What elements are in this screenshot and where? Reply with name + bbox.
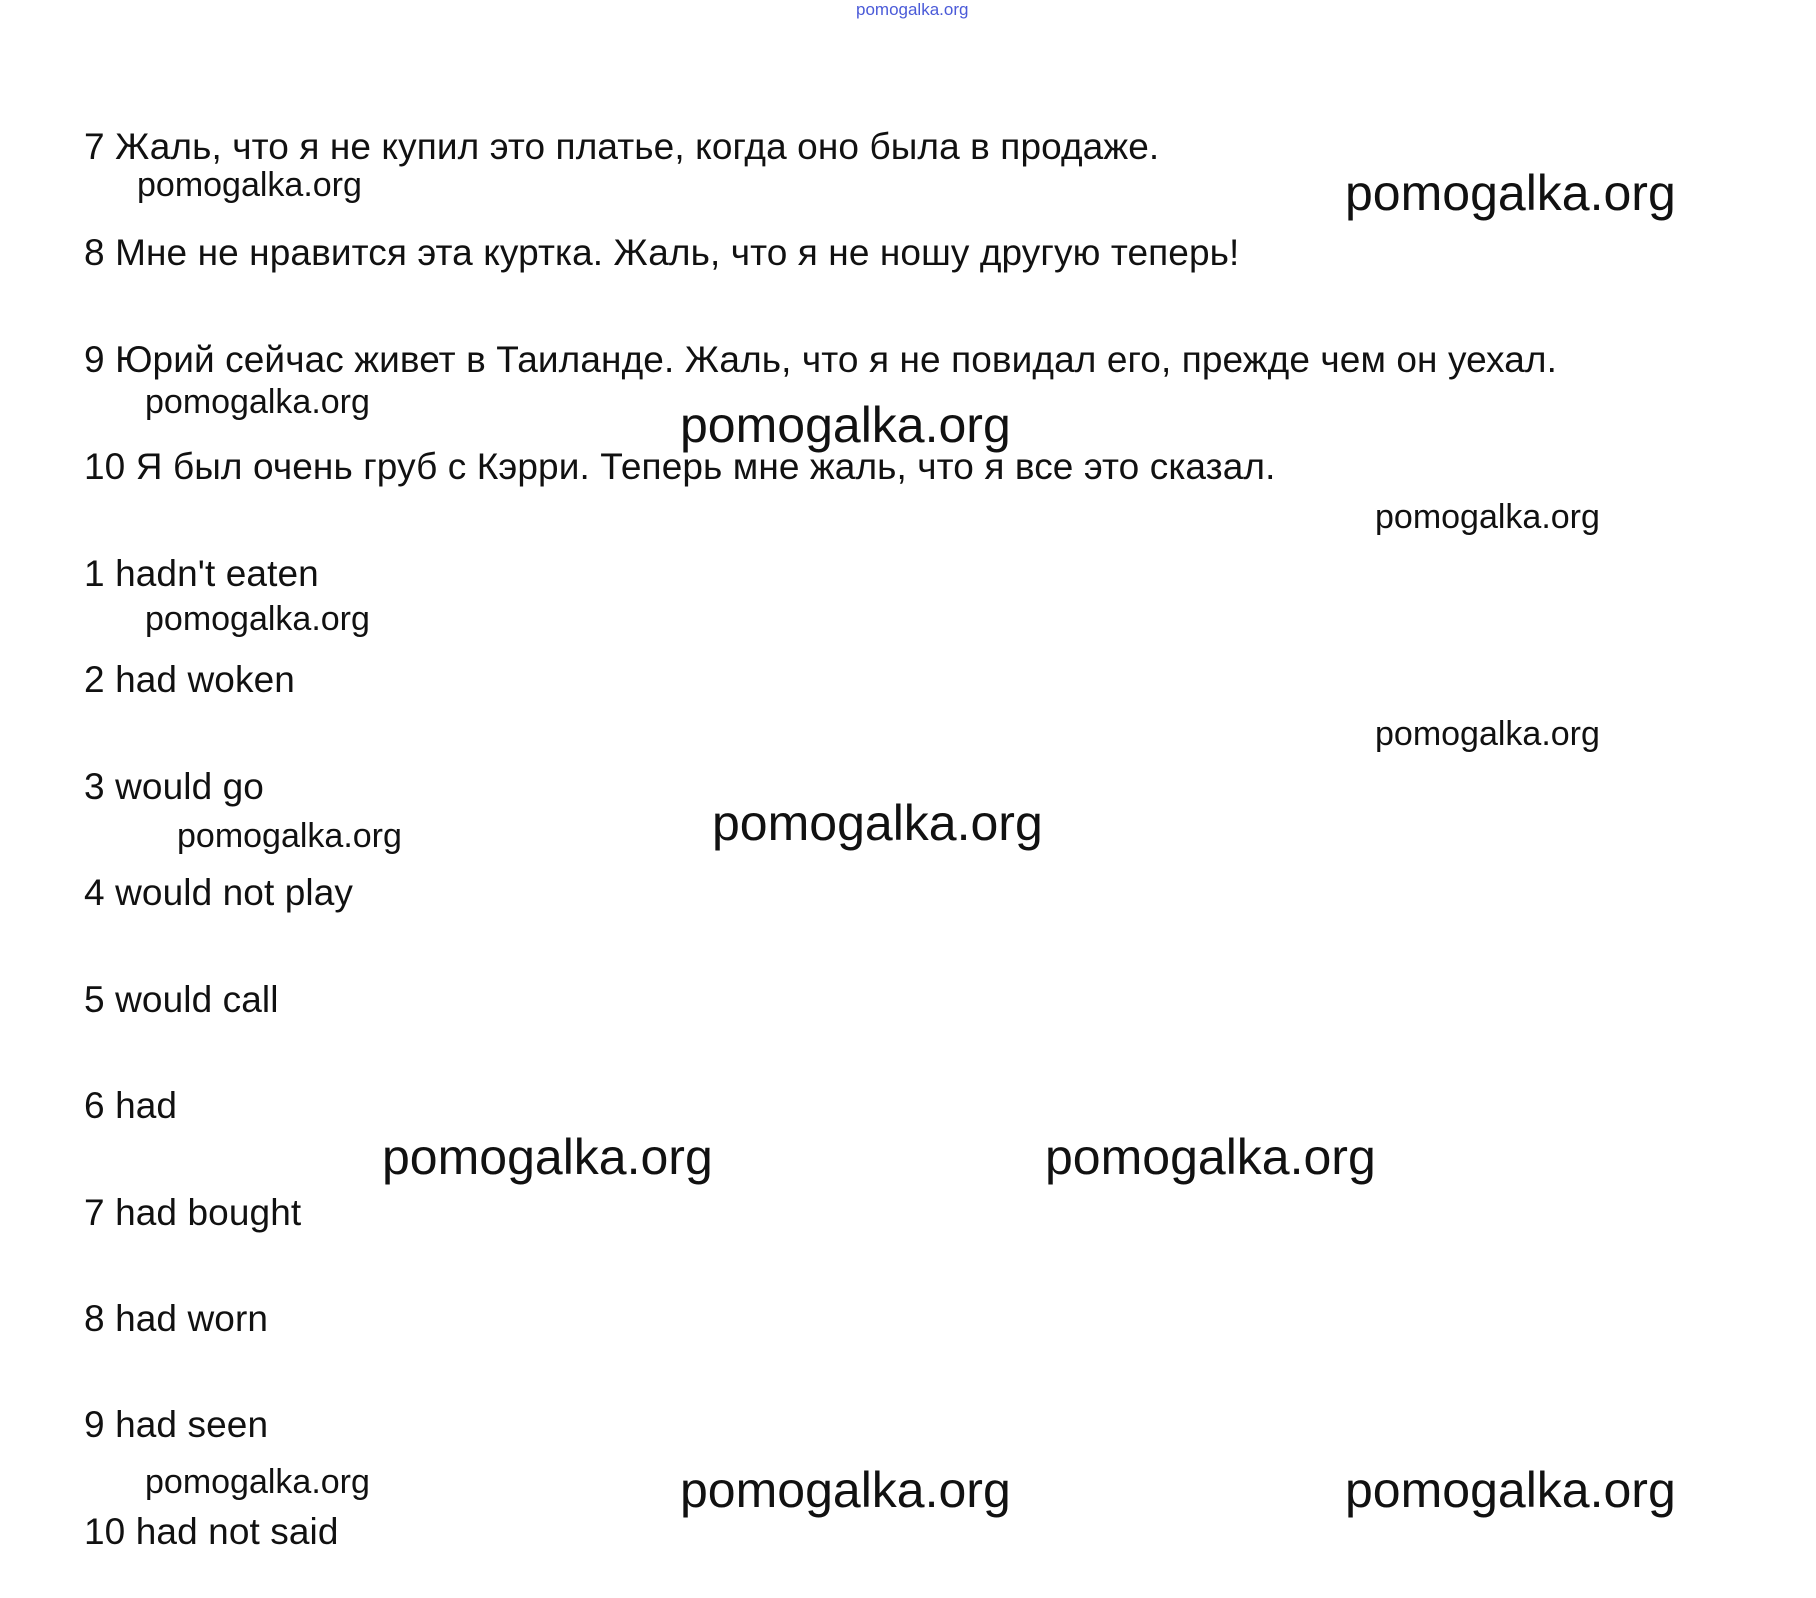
watermark: pomogalka.org [1375,715,1600,753]
watermark: pomogalka.org [1045,1129,1376,1185]
answer-number: 8 [84,1298,105,1339]
translation-text: Мне не нравится эта куртка. Жаль, что я не ношу другую теперь! [115,232,1240,273]
translation-line-7 [84,128,1159,165]
answer-number: 1 [84,553,105,594]
answer-number: 5 [84,979,105,1020]
answer-number: 9 [84,1404,105,1445]
answer-number: 2 [84,659,105,700]
answer-text: hadn't eaten [115,553,319,594]
watermark: pomogalka.org [680,1462,1011,1518]
answer-line-5 [84,981,279,1018]
answer-line-1 [84,555,319,592]
answer-line-4 [84,874,353,911]
watermark: pomogalka.org [177,817,402,855]
answer-number: 6 [84,1085,105,1126]
answer-text: had not said [135,1511,339,1552]
answer-line-3 [84,768,264,805]
answer-text: had worn [115,1298,269,1339]
watermark: pomogalka.org [1375,498,1600,536]
translation-number: 8 [84,232,105,273]
translation-text: Жаль, что я не купил это платье, когда оно была в продаже. [115,126,1160,167]
answer-text: had woken [115,659,295,700]
answer-text: would go [115,766,264,807]
answer-number: 4 [84,872,105,913]
answer-line-6 [84,1087,177,1124]
watermark: pomogalka.org [145,600,370,638]
translation-number: 9 [84,339,105,380]
answer-text: had [115,1085,178,1126]
watermark: pomogalka.org [680,397,1011,453]
watermark: pomogalka.org [145,383,370,421]
answer-number: 7 [84,1192,105,1233]
translation-number: 7 [84,126,105,167]
answer-line-7 [84,1194,301,1231]
answer-text: had seen [115,1404,269,1445]
answer-line-2 [84,661,295,698]
answer-number: 3 [84,766,105,807]
watermark: pomogalka.org [712,795,1043,851]
translation-number: 10 [84,446,126,487]
translation-text: Я был очень груб с Кэрри. Теперь мне жаль, что я все это сказал. [135,446,1276,487]
watermark: pomogalka.org [145,1463,370,1501]
translation-line-9 [84,341,1557,378]
watermark: pomogalka.org [382,1129,713,1185]
answer-text: would not play [115,872,354,913]
answer-text: had bought [115,1192,302,1233]
header-site-link[interactable]: pomogalka.org [856,0,969,19]
translation-text: Юрий сейчас живет в Таиланде. Жаль, что я не повидал его, прежде чем он уехал. [115,339,1557,380]
answer-line-8 [84,1300,268,1337]
watermark: pomogalka.org [1345,165,1676,221]
answer-line-10 [84,1513,339,1550]
watermark: pomogalka.org [1345,1462,1676,1518]
answer-line-9 [84,1406,268,1443]
answer-text: would call [115,979,279,1020]
translation-line-10 [84,448,1276,485]
answer-number: 10 [84,1511,126,1552]
watermark: pomogalka.org [137,166,362,204]
translation-line-8 [84,234,1239,271]
